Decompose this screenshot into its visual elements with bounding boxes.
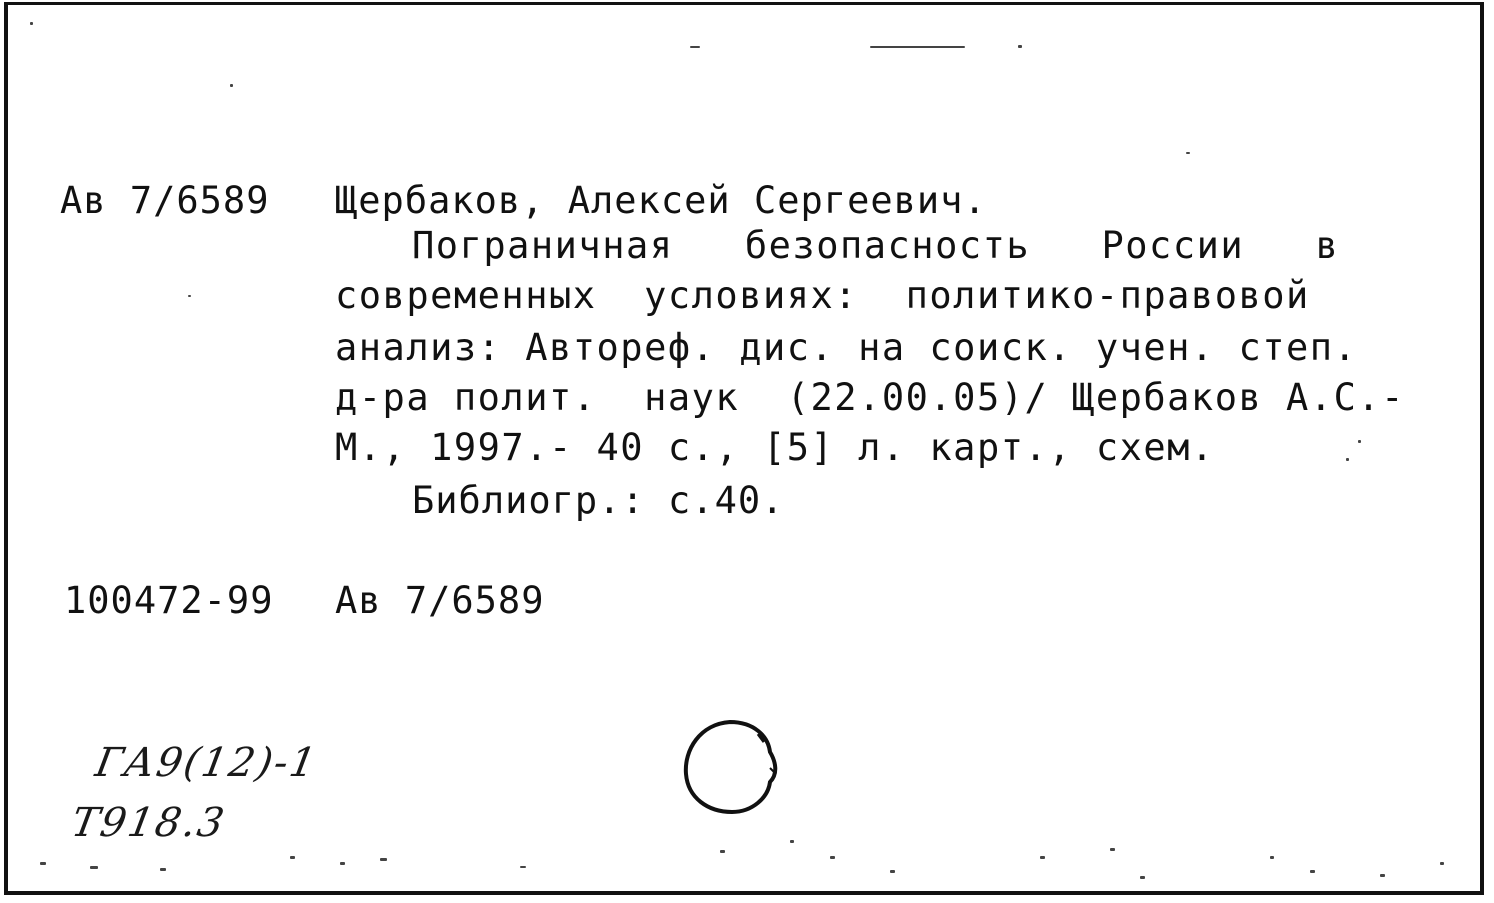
scan-speck <box>1186 152 1190 154</box>
scan-speck <box>1110 848 1115 851</box>
scan-speck <box>1140 876 1145 879</box>
scan-speck <box>830 856 835 859</box>
author-heading: Щербаков, Алексей Сергеевич. <box>335 179 987 222</box>
scan-speck <box>340 862 345 865</box>
scan-speck <box>870 46 965 48</box>
scan-speck <box>1040 856 1045 859</box>
bibliography-note: Библиогр.: с.40. <box>412 479 785 522</box>
accession-shelf-mark: Ав 7/6589 <box>335 579 545 622</box>
scan-speck <box>90 866 98 869</box>
scan-speck <box>1270 856 1274 859</box>
scan-speck <box>1380 874 1385 877</box>
scan-speck <box>160 868 166 871</box>
scan-speck <box>30 22 33 25</box>
scan-speck <box>290 856 295 859</box>
scan-speck <box>1358 440 1361 443</box>
scan-speck <box>1018 45 1022 48</box>
scan-speck <box>188 295 191 297</box>
scan-speck <box>40 862 46 865</box>
scan-speck <box>890 870 895 873</box>
scan-speck <box>1440 862 1444 865</box>
scan-speck <box>1310 870 1315 873</box>
scan-speck <box>790 840 794 843</box>
scan-speck <box>1346 458 1349 461</box>
scan-speck <box>690 46 700 48</box>
description-line: современных условиях: политико-правовой <box>335 274 1310 317</box>
handwritten-code: Т918.3 <box>67 800 230 846</box>
description-line: М., 1997.- 40 с., [5] л. карт., схем. <box>335 426 1215 469</box>
circle-stamp-icon <box>678 718 782 818</box>
scan-speck <box>520 866 526 868</box>
scan-speck <box>380 858 387 861</box>
description-line: анализ: Автореф. дис. на соиск. учен. степ. <box>335 326 1358 369</box>
description-line: д-ра полит. наук (22.00.05)/ Щербаков А.С.- <box>335 376 1405 419</box>
shelf-mark: Ав 7/6589 <box>60 179 270 222</box>
handwritten-class-mark: ГА9(12)-1 <box>91 740 322 786</box>
scan-speck <box>720 850 725 853</box>
accession-number: 100472-99 <box>64 579 274 622</box>
description-line: Пограничная безопасность России в <box>412 224 1340 267</box>
scan-speck <box>230 84 233 87</box>
